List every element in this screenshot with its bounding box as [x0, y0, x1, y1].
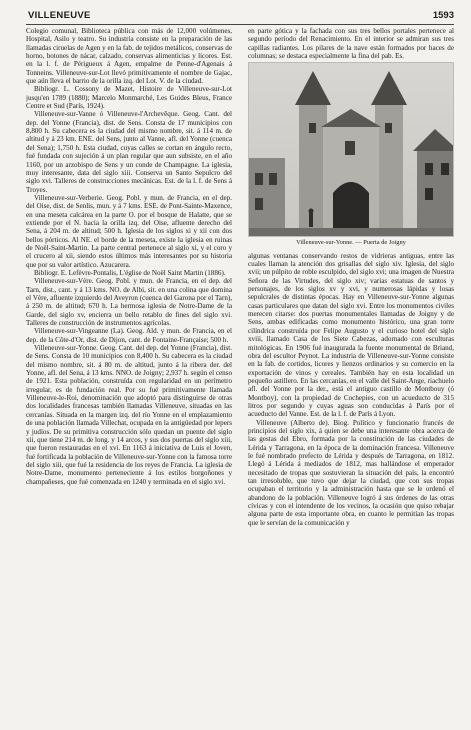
running-title: VILLENEUVE — [28, 10, 91, 21]
photo-caption: Villeneuve-sur-Yonne. — Puerta de Joigny — [296, 239, 406, 247]
right-column — [248, 27, 454, 717]
paragraph: Villeneuve-sur-Verberie. Geog. Pobl. y mun. de Francia, en el dep. del Oise, dist. de Senlis, mun. y á 7 kms. ESE. de Pont-Sainte-Maxence, en una meseta calcárea en la parte O. por el bosque de Halatte, que se extiende por el N. hacia la orilla izq. del Oise, afluente derecho del Sena, á 204 m. de altitud; 500 h. Iglesia de los siglos xi y xii con dos bellos pórticos. Al NE. el borde de la meseta, existe la iglesia en ruinas de Noël-Saint-Martin. La parte central pertenece al siglo xi, y el coro y el crucero al xii, siendo estos últimos más interesantes por su historia que por su valor artístico. Azucarera. — [26, 193, 232, 269]
page-number: 1593 — [432, 10, 454, 21]
paragraph: Villeneuve-sur-Vère. Geog. Pobl. y mun. de Francia, en el dep. del Tarn, dist., cant. y á 13 kms. NO. de Albi, sit. en una colina que domina el Vère, afluente izquierdo del Aveyron (cuenca del Garona por el Tarn), á 250 m. de altitud; 670 h. La hermosa iglesia de Notre-Dame de la Garde, del siglo xv, encierra un bello retablo de fines del siglo xvi. Talleres de construcción de instrumentos agrícolas. — [26, 277, 232, 328]
paragraph: Villeneuve-sur-Vanne ó Villeneuve-l'Archevêque. Geog. Cant. del dep. del Yonne (Francia), dist. de Sens. Consta de 17 municipios con 8,800 h. Su cabecera es la ciudad del mismo nombre, sit. á 114 m. de altitud y á 23 km. ENE. del Sens, junto al Vanne, afl. del Yonne (cuenca del Sena); 1,750 h. Esta ciudad, cuyas calles se cortan en ángulo recto, fué fundada con sujeción á un plan regular que aun subsiste, en el año 1160, por un arzobispo de Sens y un conde de Champagne. La iglesia, muy interesante, data del siglo xiii. Conserva un Santo Sepulcro del siglo xvi. Talleres de construcciones mecánicas. Est. de la l. f. de Sens á Troyes. — [26, 110, 232, 194]
paragraph: Villeneuve-sur-Yonne. Geog. Cant. del dep. del Yonne (Francia), dist. de Sens. Consta de 10 municipios con 8,400 h. Su cabecera es la ciudad del mismo nombre, sit. á 80 m. de altitud, junto á la ribera der. del Yonne, afl. del Sena, á 13 kms. NNO. de Joigny; 2,937 h. según el censo de 1921. Esta población, construída con regularidad en un perímetro irregular, es de fundación real. Por su fué primitivamente llamada Villeneuve-le-Roi, denominación que adoptó para distinguirse de otras dos localidades francesas también llamadas Villeneuve, situadas en las cercanías. Situada en la margen izq. del río Yonne en el emplazamiento de una población llamada Villechat, ocupada en la antigüedad por lepers y judíos. De su primitiva construcción sólo quedan un puente del siglo xii, que tiene 214 m. de long. y 14 arcos, y sus dos puertas del siglo xiii, que fueron restauradas en el xvi. En 1163 á iniciativa de Luis el Joven, fué fortificada la población de Villeneuve-sur-Yonne con la famosa torre del siglo xiii, que fué la residencia de los reyes de Francia. La iglesia de Notre-Dame, monumento perteneciente á los estilos borgoñones y champañeses, que fué comenzada en 1240 y terminada en el siglo xvi. — [26, 344, 232, 486]
paragraph: Bibliogr. E. Lefèvre-Pontalis, L'église de Noël Saint Martin (1886). — [34, 268, 226, 277]
paragraph: Bibliogr. L. Cossony de Mazet, Histoire de Villeneuve-sur-Lot jusqu'en 1789 (1880); Marcelo Monmarché, Les Guides Bleus, France Centre et Sud (París, 1924). — [26, 85, 232, 111]
photo-puerta-de-joigny — [248, 62, 454, 237]
page-header — [26, 10, 454, 25]
paragraph: en parte gótica y la fachada con sus tres bellos portales pertenece al segundo período del Renacimiento. En el interior se admiran sus tres capillas radiantes. Los pilares de la nave están formados por haces de columnas; se destaca especialmente la fina del pab. Es. — [248, 27, 454, 61]
left-column — [26, 27, 232, 717]
paragraph: Colegio comunal, Biblioteca pública con más de 12,000 volúmenes, Hospital, Asilo y teatro. Su industria consiste en la preparación de las llamadas ciruelas de Agen y en la fab. de tejidos metálicos, conservas de horno, botones de nácar, calzado, conservas alimenticias y licores. Est. en la l. f. de Périgueux á Agen, empalme de Penne-d'Agenais á Tonneins. Villeneuve-sur-Lot llevó primitivamente el nombre de Gajac, que aún lleva el barrio de la orilla izq. del Lot. V. de la ciudad. — [26, 27, 232, 86]
paragraph: algunas ventanas conservando restos de vidrieras antiguas, entre las cuales llaman la atención dos grisallas del siglo xiv. Iglesia, del siglo xvii; un púlpito de roble esculpido, del siglo xvi; una imagen de Nuestra Señora de las Virtudes, del siglo xiv; varias estatuas de santos y personajes, de los siglos xv y xvi, y numerosas lápidas y losas sepulcrales de distintas épocas. Hay en Villeneuve-sur-Yonne algunas casas particulares que datan del siglo xvi. Entre los monumentos civiles merecen citarse: dos puertas monumentales llamadas de Joigny y de Sens, ambas edificadas como monumento histórico, una gran torre cilíndrica construída por Felipe Augusto y el curioso hotel del siglo xviii, llamado Casa de los Siete Cabezas, adornado con esculturas mitológicas. En 1906 fué inaugurada la fuente monumental de Briand, obra del escultor Peynot. La industria de Villeneuve-sur-Yonne consiste en la fab. de cortidos, licores y lienzos ordinarios y su comercio en la exportación de vinos y cereales. También hay en esta localidad un pequeño astillero. En las cercanías, en el valle del Saint-Ange, riachuelo afl. del Yonne por la der., está el antiguo castillo de Montbouy (ó Montboy), con la propiedad de Cochepies, con un acueducto de 315 litros por segundo y cuyas aguas son conducidas á París por el acueducto del Vanne. Est. de la l. f. de París á Lyon. — [248, 251, 454, 419]
paragraph: Villeneuve (Alberto de). Biog. Político y funcionario francés de principios del siglo xix, á quien se debe una interesante obra acerca de las gestas del Ebro, formada por la constitución de las ciudades de Lérida y Tarragona, en la época de la dominación francesa. Villeneuve le fué nombrado prefecto de Lérida y después de Tarragona, en 1812. Llegó á Lérida á mediados de 1812, mas hallándose el emperador necesitado de tropas que sostuvieran la situación del país, la encontró tan irresoluble, que tuvo que dejar la ciudad, que con sus tropas ocupaban el territorio y la administración hasta que se le ordenó el abandono de la población. Villeneuve logró á sus órdenes de las otras cívicas y con el intendente de los vecinos, la ocasión que quiso rebajar alguna parte de esta importante obra, en cuanto le permitían las tropas que le servían de la comunicación y — [248, 418, 454, 527]
document-page — [26, 10, 454, 716]
gate-tower-illustration — [249, 63, 454, 237]
paragraph: Villeneuve-sur-Vingeanne (La). Geog. Ald. y mun. de Francia, en el dep. de la Côte-d'Or, dist. de Dijon, cant. de Fontaine-Française; 500 h. — [26, 327, 232, 344]
